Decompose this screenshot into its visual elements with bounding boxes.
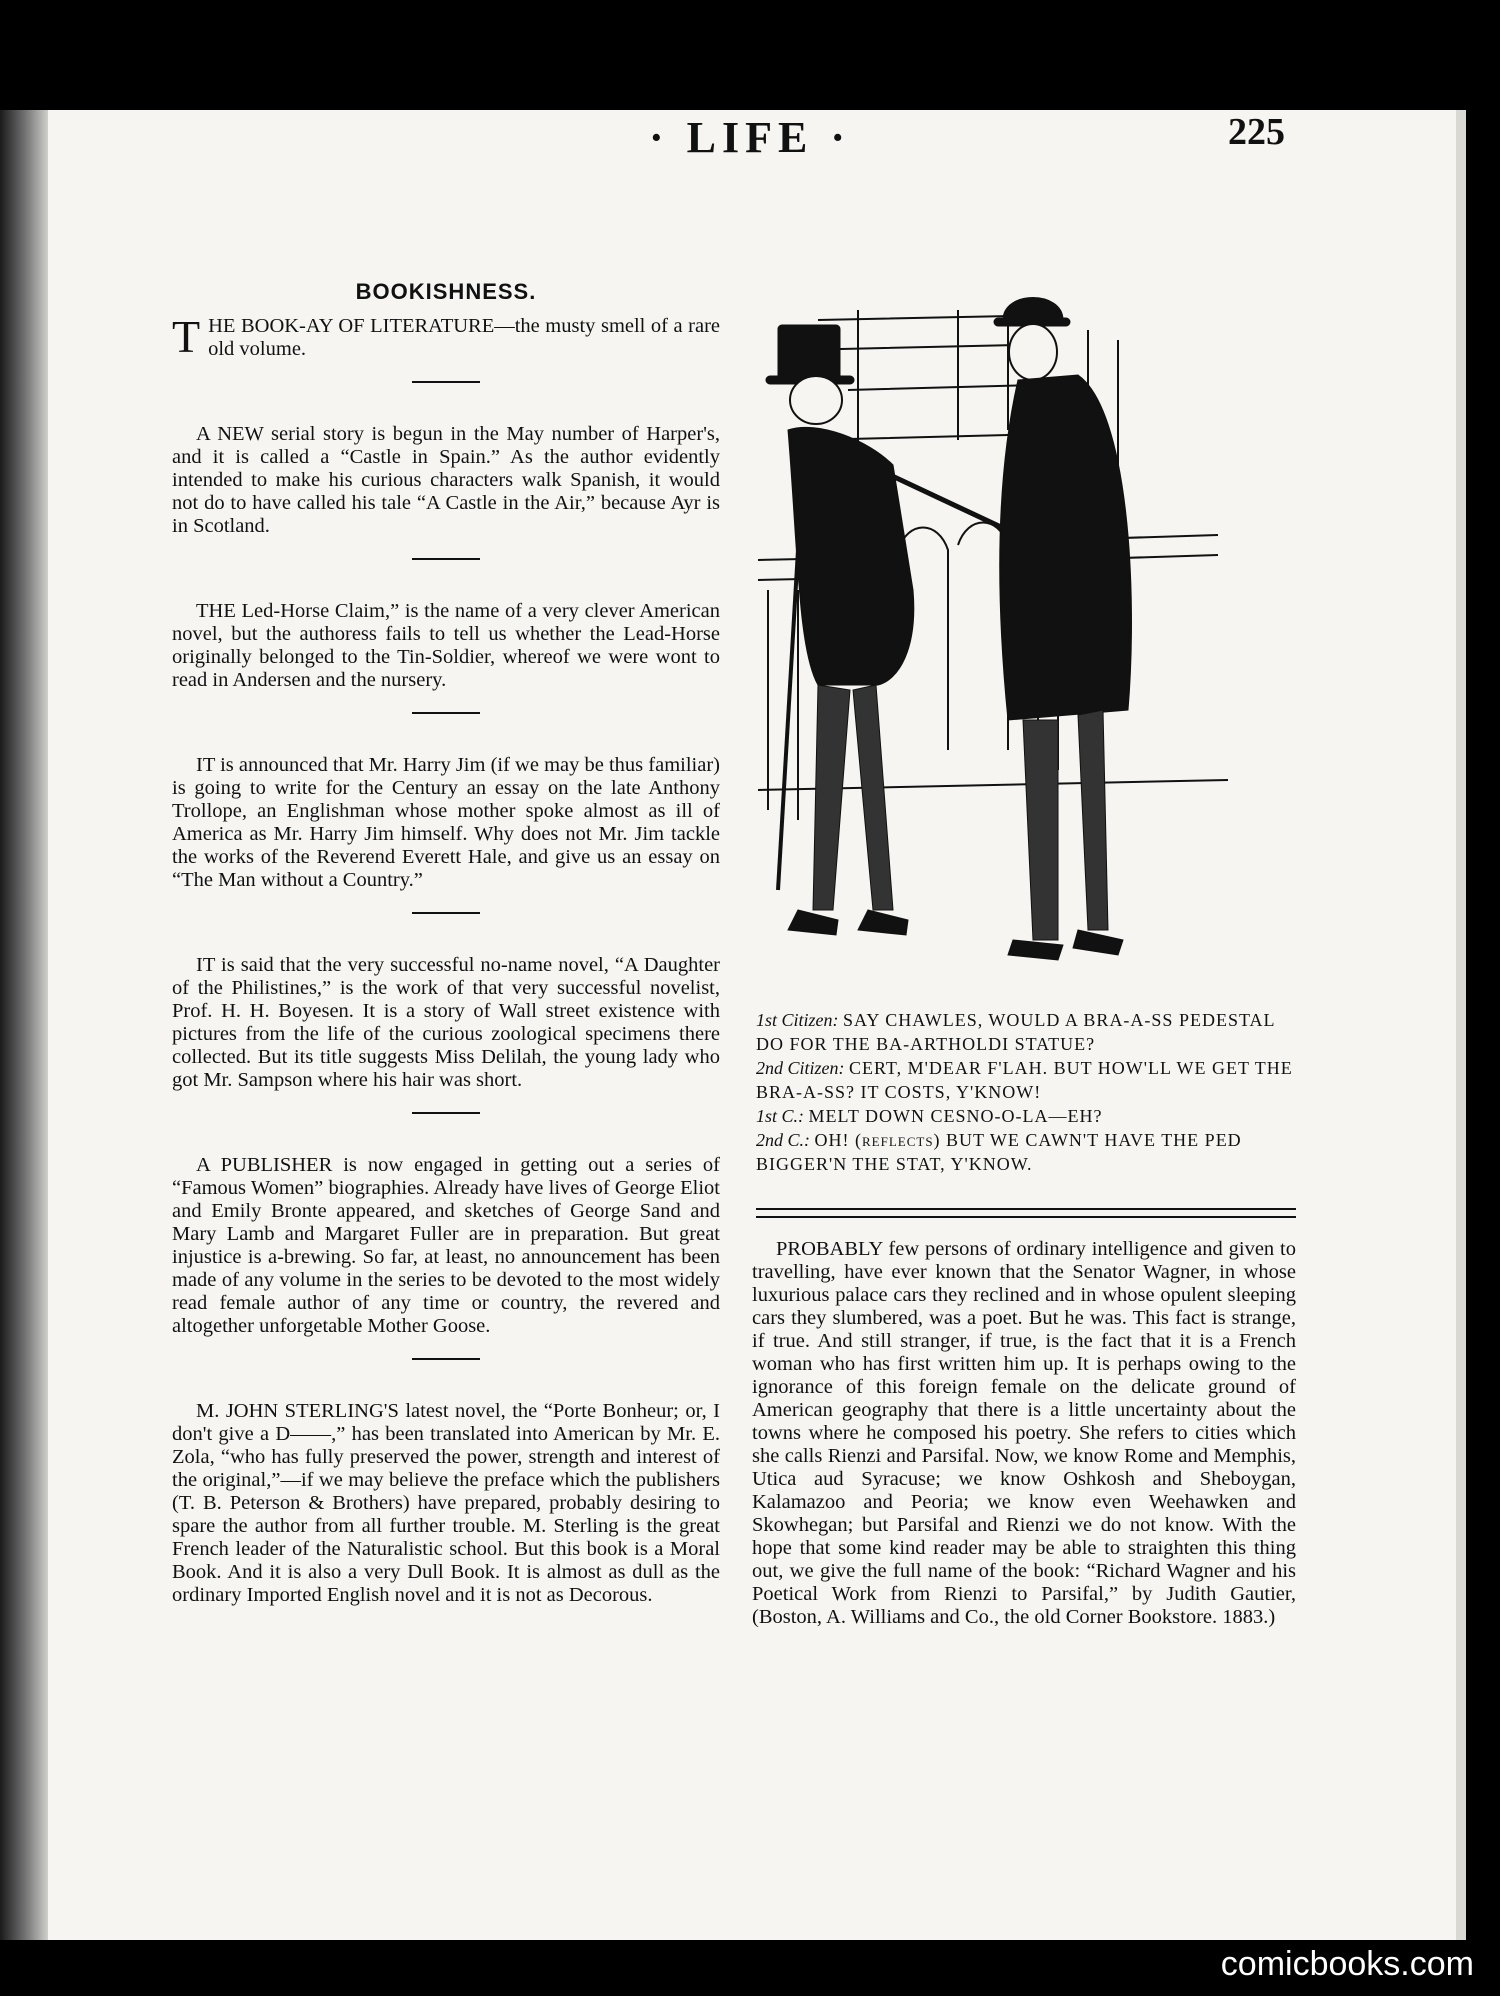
article-paragraph: PROBABLY few persons of ordinary intelligence and given to travelling, have ever known that the Senator Wagner, in whose luxurious palace cars they reclined and in whose opulent sleeping cars they slumbered, was a poet. But he was. This fact is strange, if true. And still stranger, if true, is the fact that it is a French woman who has first written him up. It is perhaps owing to the ignorance of this foreign female on the delicate ground of American geography that there is a little uncertainty about the towns where he composed his poetry. She refers to cities which she calls Rienzi and Parsifal. Now, we know Rome and Memphis, Utica aud Syracuse; we know Oshkosh and Sheboygan, Kalamazoo and Peoria; we know even Weehawken and Skowhegan; but Parsifal and Rienzi we do not know. With the hope that some kind reader may be able to straighten this thing out, we give the full name of the book: “Richard Wagner and his Poetical Work from Rienzi to Parsifal,” by Judith Gautier, (Boston, A. Williams and Co., the old Corner Bookstore. 1883.) xyxy=(752,1238,1296,1628)
caption-text: CERT, M'DEAR F'LAH. BUT HOW'LL WE GET THE BRA-A-SS? IT COSTS, Y'KNOW! xyxy=(756,1058,1293,1102)
caption-speaker: 2nd Citizen: xyxy=(756,1058,845,1078)
double-divider xyxy=(756,1208,1296,1218)
article-paragraph: M. JOHN STERLING'S latest novel, the “Porte Bonheur; or, I don't give a D——,” has been translated into American by Mr. E. Zola, “who has fully preserved the power, strength and interest of the original,”—if we may believe the preface which the publishers (T. B. Peterson & Brothers) have prepared, probably desiring to spare the author from all further trouble. M. Sterling is the great French leader of the Naturalistic school. But this book is a Moral Book. And it is also a very Dull Book. It is almost as dull as the ordinary Imported English novel and it is not as Decorous. xyxy=(172,1400,720,1606)
divider xyxy=(412,1112,480,1114)
divider xyxy=(412,1358,480,1360)
caption-line xyxy=(756,1008,1296,1056)
section-title: BOOKISHNESS. xyxy=(355,279,537,304)
masthead: · LIFE · xyxy=(648,113,852,162)
caption-speaker: 2nd C.: xyxy=(756,1130,810,1150)
caption-text: OH! (reflects) BUT WE CAWN'T HAVE THE PED BIGGER'N THE STAT, Y'KNOW. xyxy=(756,1130,1242,1174)
divider xyxy=(412,912,480,914)
divider xyxy=(412,381,480,383)
caption-speaker: 1st C.: xyxy=(756,1106,805,1126)
cartoon-caption xyxy=(756,1008,1296,1176)
right-column xyxy=(752,1238,1296,1629)
caption-text: SAY CHAWLES, WOULD A BRA-A-SS PEDESTAL DO FOR THE BA-ARTHOLDI STATUE? xyxy=(756,1010,1275,1054)
left-column xyxy=(172,280,720,1607)
article-paragraph: A PUBLISHER is now engaged in getting out a series of “Famous Women” biographies. Already have lives of George Eliot and Emily Bronte appeared, and sketches of George Sand and Mary Lamb and Margaret Fuller are in preparation. But great injustice is a-brewing. So far, at least, no announcement has been made of any volume in the series to be devoted to the most widely read female author of any time or country, the revered and altogether unforgetable Mother Goose. xyxy=(172,1154,720,1337)
divider xyxy=(412,712,480,714)
caption-line xyxy=(756,1128,1296,1176)
caption-text: MELT DOWN CESNO-O-LA—EH? xyxy=(808,1106,1103,1126)
article-paragraph: THE Led-Horse Claim,” is the name of a very clever American novel, but the authoress fails to tell us whether the Lead-Horse originally belonged to the Tin-Soldier, whereof we were wont to read in Andersen and the nursery. xyxy=(172,600,720,691)
article-paragraph: A NEW serial story is begun in the May number of Harper's, and it is called a “Castle in Spain.” As the author evidently intended to make his curious characters walk Spanish, it would not do to have called his tale “A Castle in the Air,” because Ayr is in Scotland. xyxy=(172,423,720,537)
caption-speaker: 1st Citizen: xyxy=(756,1010,839,1030)
cartoon-illustration xyxy=(758,290,1278,1010)
divider xyxy=(412,558,480,560)
article-paragraph: THE BOOK-AY OF LITERATURE—the musty smell of a rare old volume. xyxy=(172,311,720,362)
article-paragraph: IT is said that the very successful no-name novel, “A Daughter of the Philistines,” is the work of that very successful novelist, Prof. H. H. Boyesen. It is a story of Wall street existence with pictures from the life of the curious zoological specimens there collected. But its title suggests Miss Delilah, the young lady who got Mr. Sampson where his hair was short. xyxy=(172,954,720,1091)
page-number: 225 xyxy=(1228,111,1285,153)
article-paragraph: IT is announced that Mr. Harry Jim (if we may be thus familiar) is going to write for the Century an essay on the late Anthony Trollope, an Englishman whose mother spoke almost as ill of America as Mr. Harry Jim himself. Why does not Mr. Jim tackle the works of the Reverend Everett Hale, and give us an essay on “The Man without a Country.” xyxy=(172,754,720,891)
caption-line xyxy=(756,1056,1296,1104)
caption-line xyxy=(756,1104,1296,1128)
page-gutter xyxy=(0,110,48,1940)
watermark: comicbooks.com xyxy=(1220,1945,1474,1983)
